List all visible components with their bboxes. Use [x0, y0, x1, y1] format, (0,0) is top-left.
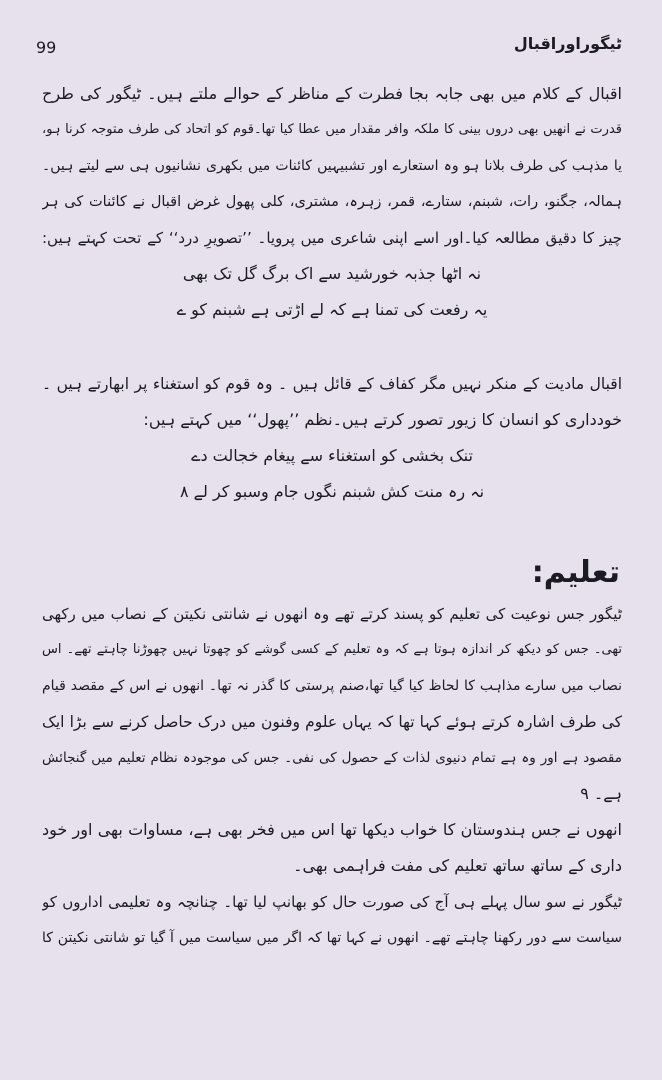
- verse-line: نہ رہ منت کش شبنم نگوں جام وسبو کر لے ۸: [179, 482, 485, 501]
- section-heading-education: تعلیم:: [531, 555, 620, 590]
- text-line: اقبال کے کلام میں بھی جابہ بجا فطرت کے مناظر کے حوالے ملتے ہیں۔ ٹیگور کی طرح: [42, 84, 622, 103]
- text-line: تھی۔ جس کو دیکھ کر اندازہ ہوتا ہے کہ وہ تعلیم کے کسی گوشے کو چھوتا نہیں چھوڑنا چاہتے تھے۔ اس: [42, 642, 622, 657]
- text-line: خودداری کو انسان کا زیور تصور کرتے ہیں۔نظم ’’پھول‘‘ میں کہتے ہیں:: [143, 410, 622, 429]
- page-number: 99: [36, 38, 57, 57]
- paragraph-self-respect: [42, 366, 622, 510]
- text-line: مقصود ہے اور وہ ہے تمام دنیوی لذات کے حصول کی نفی۔ جس کی موجودہ نظام تعلیم میں گنجائش: [42, 750, 622, 766]
- text-line: یا مذہب کی طرف بلانا ہو وہ استعارے اور تشبیہیں کائنات میں بکھری نشانیوں ہی سے لیتے ہیں۔: [42, 158, 622, 174]
- running-title: ٹیگوراوراقبال: [513, 34, 622, 53]
- text-line: داری کے ساتھ ساتھ تعلیم کی مفت فراہمی بھی۔: [293, 856, 622, 875]
- text-line: نصاب میں سارے مذاہب کا لحاظ کیا گیا تھا،صنم پرستی کا گذر نہ تھا۔ انھوں نے اس کے مقصد قیام: [42, 678, 622, 694]
- text-line: ٹیگور جس نوعیت کی تعلیم کو پسند کرتے تھے وہ انھوں نے شانتی نکیتن کے نصاب میں رکھی: [42, 605, 622, 623]
- verse-line: نہ اٹھا جذبہ خورشید سے اک برگ گل تک بھی: [182, 264, 482, 283]
- text-line: ہے۔ ۹: [580, 784, 622, 803]
- text-line: ٹیگور نے سو سال پہلے ہی آج کی صورت حال کو بھانپ لیا تھا۔ چنانچہ وہ تعلیمی اداروں کو: [42, 893, 622, 911]
- text-line: انھوں نے جس ہندوستان کا خواب دیکھا تھا اس میں فخر بھی ہے، مساوات بھی اور خود: [42, 820, 622, 839]
- text-line: سیاست سے دور رکھنا چاہتے تھے۔ انھوں نے کہا تھا کہ اگر میں سیاست میں آ گیا تو شانتی نکیتن کا: [42, 930, 622, 946]
- text-line: قدرت نے انھیں بھی دروں بینی کا ملکہ وافر مقدار میں عطا کیا تھا۔قوم کو اتحاد کی طرف متوجہ کرنا ہو،: [42, 122, 622, 137]
- text-line: ہمالہ، جگنو، رات، شبنم، ستارے، قمر، زہرہ، مشتری، کلی پھول غرض اقبال نے کائنات کی ہر: [42, 194, 622, 210]
- text-line: چیز کا دقیق مطالعہ کیا۔اور اسے اپنی شاعری میں پرویا۔ ’’تصویرِ درد‘‘ کے تحت کہتے ہیں:: [42, 229, 622, 247]
- paragraph-nature: [42, 76, 622, 328]
- verse-line: یہ رفعت کی تمنا ہے کہ لے اڑتی ہے شبنم کو ے: [176, 300, 488, 319]
- text-line: کی طرف اشارہ کرتے ہوئے کہا تھا کہ یہاں علوم وفنون میں درک حاصل کرنے سے بڑا ایک: [42, 713, 622, 731]
- paragraph-education: [42, 596, 622, 956]
- text-line: اقبال مادیت کے منکر نہیں مگر کفاف کے قائل ہیں ۔ وہ قوم کو استغناء پر ابھارتے ہیں ۔: [42, 375, 622, 393]
- verse-line: تنک بخشی کو استغناء سے پیغام خجالت دے: [191, 446, 473, 465]
